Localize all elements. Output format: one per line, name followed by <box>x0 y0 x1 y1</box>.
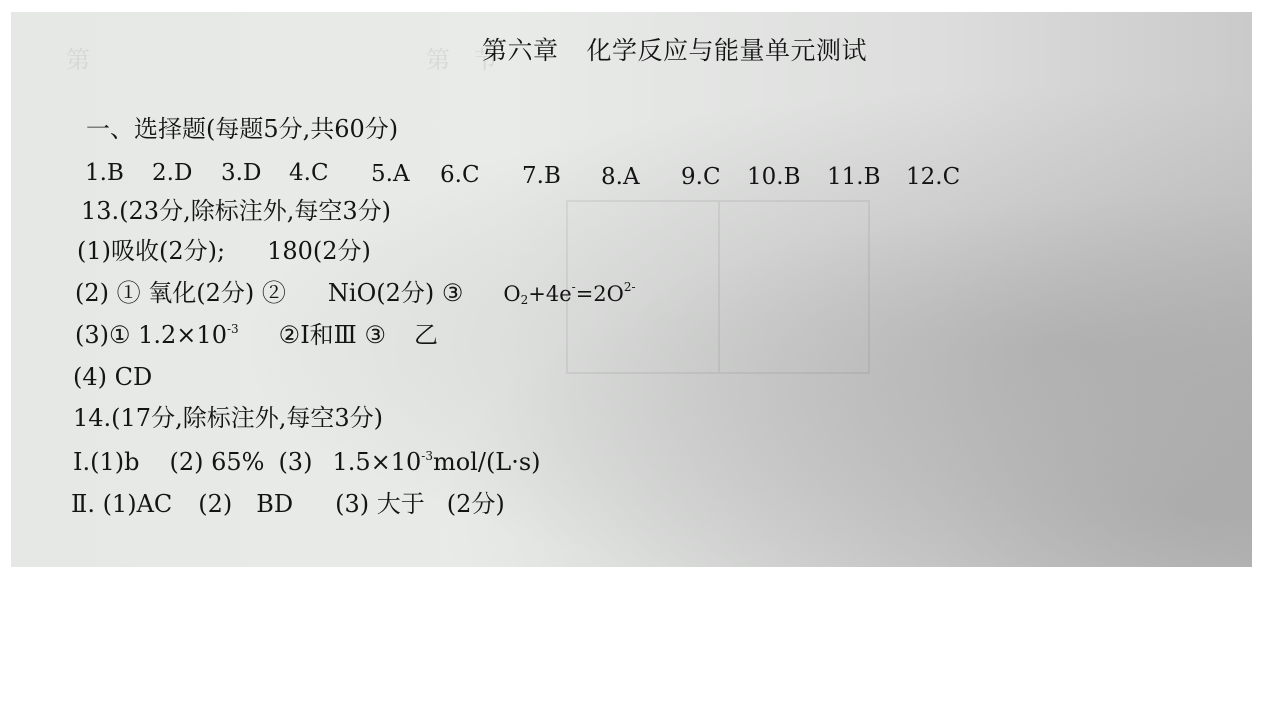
q14-ii-e: (2分) <box>446 490 505 518</box>
q14-i-a: Ⅰ.(1)b <box>73 448 140 476</box>
mc-answer-1: 1.B <box>85 160 124 186</box>
section1-heading: 一、选择题(每题5分,共60分) <box>86 115 399 143</box>
test-name: 化学反应与能量单元测试 <box>586 36 868 65</box>
q13-part3 <box>75 320 438 350</box>
q14-i-e: mol/(L·s) <box>432 448 541 476</box>
q14-ii-d: (3) 大于 <box>335 490 425 518</box>
q13-part2-b: NiO(2分) ③ <box>327 279 464 307</box>
q14-part-ii <box>71 489 505 519</box>
mc-answer-5: 5.A <box>371 161 410 187</box>
mc-answer-2: 2.D <box>152 160 193 186</box>
q13-part3-c: 乙 <box>413 321 438 349</box>
page-title <box>482 36 867 66</box>
show-through-text: 第 第 节 <box>66 46 498 74</box>
q13-part2-equation: $O_2+4e^-=2O^{2-}$ <box>503 280 636 307</box>
q13-part3-b: ②Ⅰ和Ⅲ ③ <box>278 321 386 349</box>
q13-part3-a: (3)① $1.2\times 10^{-3}$ <box>75 321 239 349</box>
mc-answer-10: 10.B <box>747 164 801 190</box>
mc-answer-8: 8.A <box>601 164 640 190</box>
mc-answer-6: 6.C <box>440 162 480 188</box>
chapter-label: 第六章 <box>482 36 559 65</box>
q14-ii-a: Ⅱ. (1)AC <box>71 490 173 518</box>
q14-heading: 14.(17分,除标注外,每空3分) <box>73 404 383 432</box>
q13-part1-a: (1)吸收(2分); <box>77 237 226 265</box>
scanned-answer-sheet <box>11 12 1252 567</box>
q14-i-d: $1.5\times 10^{-3}$ <box>332 448 433 476</box>
q13-part1-b: 180(2分) <box>267 237 371 265</box>
q14-i-b: (2) 65% <box>169 448 265 476</box>
mc-answer-12: 12.C <box>906 164 961 190</box>
q13-part2-a: (2) ① 氧化(2分) ② <box>75 279 286 307</box>
q13-part1 <box>77 236 371 266</box>
q13-part4: (4) CD <box>73 363 153 391</box>
mc-answer-9: 9.C <box>681 164 721 190</box>
mc-answer-7: 7.B <box>522 163 561 189</box>
q14-ii-b: (2) <box>198 490 233 518</box>
q14-ii-c: BD <box>256 490 294 518</box>
mc-answer-11: 11.B <box>827 164 881 190</box>
mc-answer-4: 4.C <box>289 160 329 186</box>
q14-part-i <box>73 447 541 477</box>
q13-part2 <box>75 278 636 309</box>
q13-heading: 13.(23分,除标注外,每空3分) <box>81 197 391 225</box>
q14-i-c: (3) <box>278 448 313 476</box>
mc-answer-3: 3.D <box>221 160 262 186</box>
